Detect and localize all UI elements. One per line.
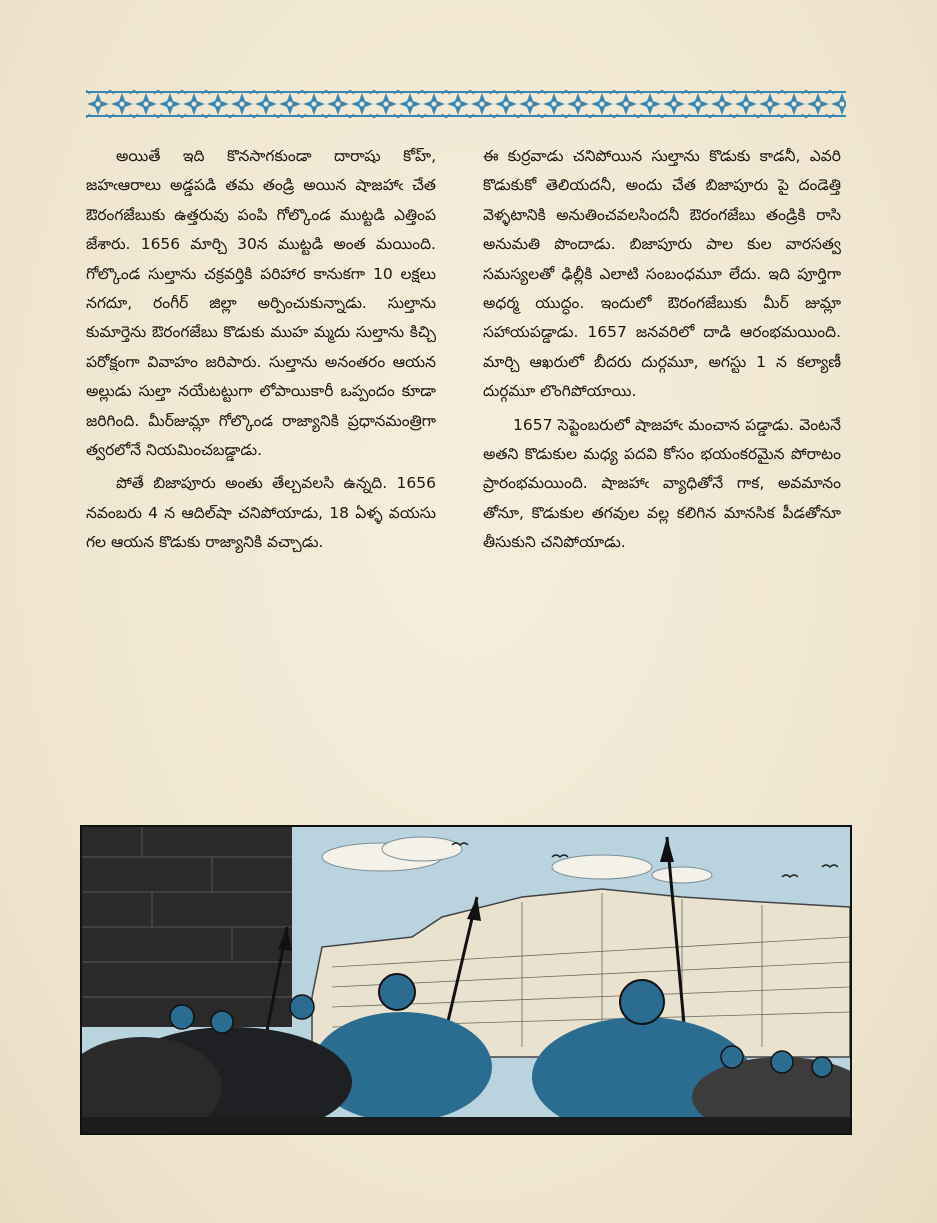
left-text-column — [86, 142, 436, 558]
decorative-border-icon — [86, 90, 846, 118]
paragraph: 1657 సెప్టెంబరులో షాజహాఁ మంచాన పడ్డాడు. వెంటనే అతని కొడుకుల మధ్య పదవి కోసం భయంకరమైన పోరాటం ప్రారంభమయింది. షాజహాఁ వ్యాధితోనే గాక, అవమానం తోనూ, కొడుకుల తగవుల వల్ల కలిగిన మానసిక పీడతోనూ తీసుకుని చనిపోయాడు. — [483, 415, 841, 552]
paragraph: అయితే ఇది కొనసాగకుండా దారాషు కోహ్, జహఁఆరాలు అడ్డపడి తమ తండ్రి అయిన షాజహాఁ చేత ఔరంగజేబుకు ఉత్తరువు పంపి గోల్కొండ ముట్టడి ఎత్తింప జేశారు. 1656 మార్చి 30న ముట్టడి అంత మయింది. గోల్కొండ సుల్తాను చక్రవర్తికి పరిహార కానుకగా 10 లక్షలు నగదూ, రంగీర్ జిల్లా అర్పించుకున్నాడు. సుల్తాను కుమార్తెను ఔరంగజేబు కొడుకు ముహ మ్మదు సుల్తాను కిచ్చి పరోక్షంగా వివాహం జరిపారు. సుల్తాను అనంతరం ఆయన అల్లుడు సుల్తా నయేటట్టుగా లోపాయికారీ ఒప్పందం కూడా జరిగింది. మీర్‌జుమ్లా గోల్కొండ రాజ్యానికి ప్రధానమంత్రిగా త్వరలోనే నియమించబడ్డాడు. — [86, 147, 436, 460]
right-text-column — [483, 142, 841, 558]
fort-army-illustration — [80, 825, 852, 1135]
paragraph: పోతే బిజాపూరు అంతు తేల్చవలసి ఉన్నది. 1656 నవంబరు 4 న ఆదిల్‌షా చనిపోయాడు, 18 ఏళ్ళ వయసు గల ఆయన కొడుకు రాజ్యానికి వచ్చాడు. — [86, 474, 436, 552]
paragraph: ఈ కుర్రవాడు చనిపోయిన సుల్తాను కొడుకు కాడనీ, ఎవరి కొడుకుకో తెలియదనీ, అందు చేత బిజాపూరు పై దండెత్తి వెళ్ళటానికి అనుతించవలసిందనీ ఔరంగజేబు తండ్రికి రాసి అనుమతి పొందాడు. బిజాపూరు పాల కుల వారసత్వ సమస్యలతో ఢిల్లీకి ఎలాటి సంబంధమూ లేదు. ఇది పూర్తిగా అధర్మ యుద్ధం. ఇందులో ఔరంగజేబుకు మీర్ జుమ్లా సహాయపడ్డాడు. 1657 జనవరిలో దాడి ఆరంభమయింది. మార్చి ఆఖరులో బీదరు దుర్గమూ, అగస్టు 1 న కల్యాణీ దుర్గమూ లొంగిపోయాయి. — [483, 147, 841, 401]
